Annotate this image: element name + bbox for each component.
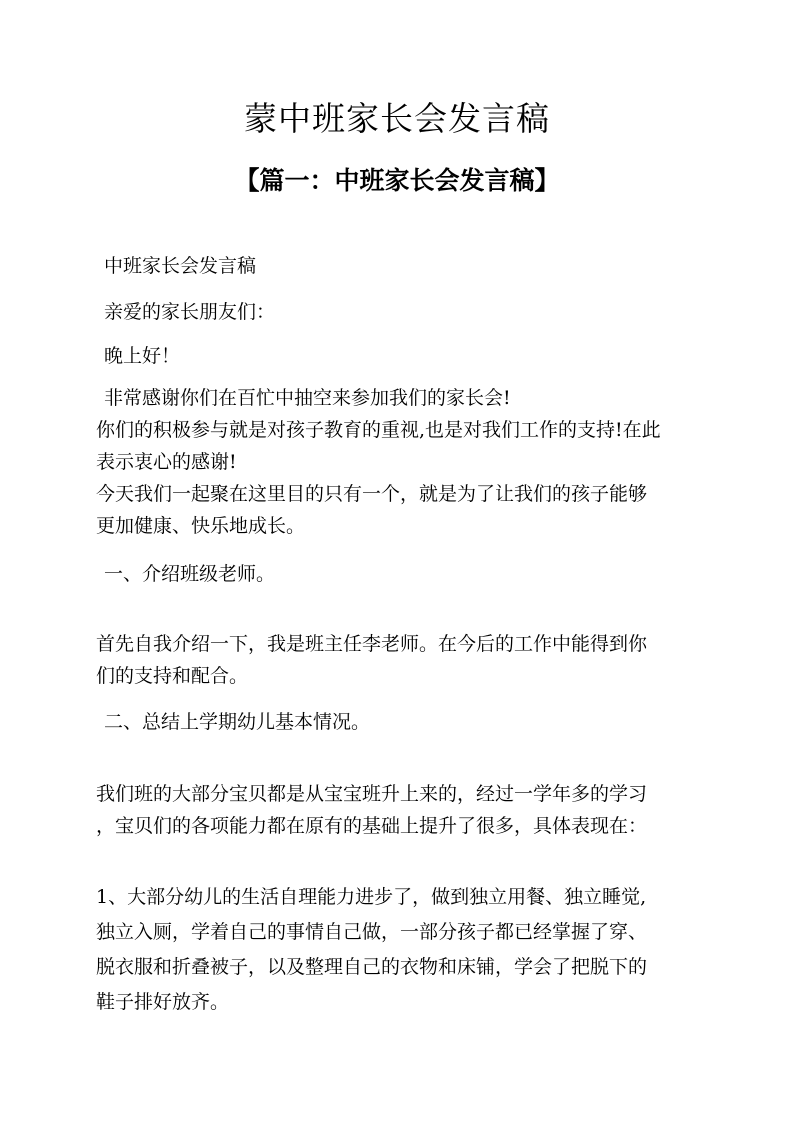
greeting: 晚上好！ bbox=[104, 345, 181, 367]
salutation: 亲爱的家长朋友们： bbox=[104, 301, 276, 323]
paragraph-line: 独立入厕，学着自己的事情自己做，一部分孩子都已经掌握了穿、 bbox=[96, 921, 648, 943]
paragraph-line: 1、大部分幼儿的生活自理能力进步了，做到独立用餐、独立睡觉, bbox=[96, 886, 647, 908]
section-heading: 二、总结上学期幼儿基本情况。 bbox=[104, 711, 371, 733]
section-heading: 一、介绍班级老师。 bbox=[104, 563, 276, 585]
document-subtitle: 【篇一：中班家长会发言稿】 bbox=[234, 166, 560, 195]
paragraph-line: 们的支持和配合。 bbox=[96, 665, 249, 687]
speech-heading: 中班家长会发言稿 bbox=[104, 255, 257, 277]
paragraph-line: 脱衣服和折叠被子，以及整理自己的衣物和床铺，学会了把脱下的 bbox=[96, 956, 648, 978]
paragraph-line: ，宝贝们的各项能力都在原有的基础上提升了很多，具体表现在： bbox=[96, 815, 648, 837]
paragraph-line: 今天我们一起聚在这里目的只有一个，就是为了让我们的孩子能够 bbox=[96, 483, 648, 505]
section2-paragraph bbox=[96, 778, 698, 842]
point1-paragraph bbox=[96, 880, 698, 1020]
document-title: 蒙中班家长会发言稿 bbox=[244, 99, 550, 138]
paragraph-line: 你们的积极参与就是对孩子教育的重视,也是对我们工作的支持!在此 bbox=[96, 419, 661, 441]
paragraph-line: 我们班的大部分宝贝都是从宝宝班升上来的，经过一学年多的学习 bbox=[96, 783, 648, 805]
paragraph-line: 首先自我介绍一下，我是班主任李老师。在今后的工作中能得到你 bbox=[96, 633, 648, 655]
intro-paragraph bbox=[96, 382, 698, 542]
paragraph-line: 更加健康、快乐地成长。 bbox=[96, 515, 306, 537]
section1-paragraph bbox=[96, 628, 698, 692]
paragraph-line: 鞋子排好放齐。 bbox=[96, 991, 230, 1013]
paragraph-line: 非常感谢你们在百忙中抽空来参加我们的家长会! bbox=[104, 387, 511, 409]
paragraph-line: 表示衷心的感谢! bbox=[96, 451, 237, 473]
